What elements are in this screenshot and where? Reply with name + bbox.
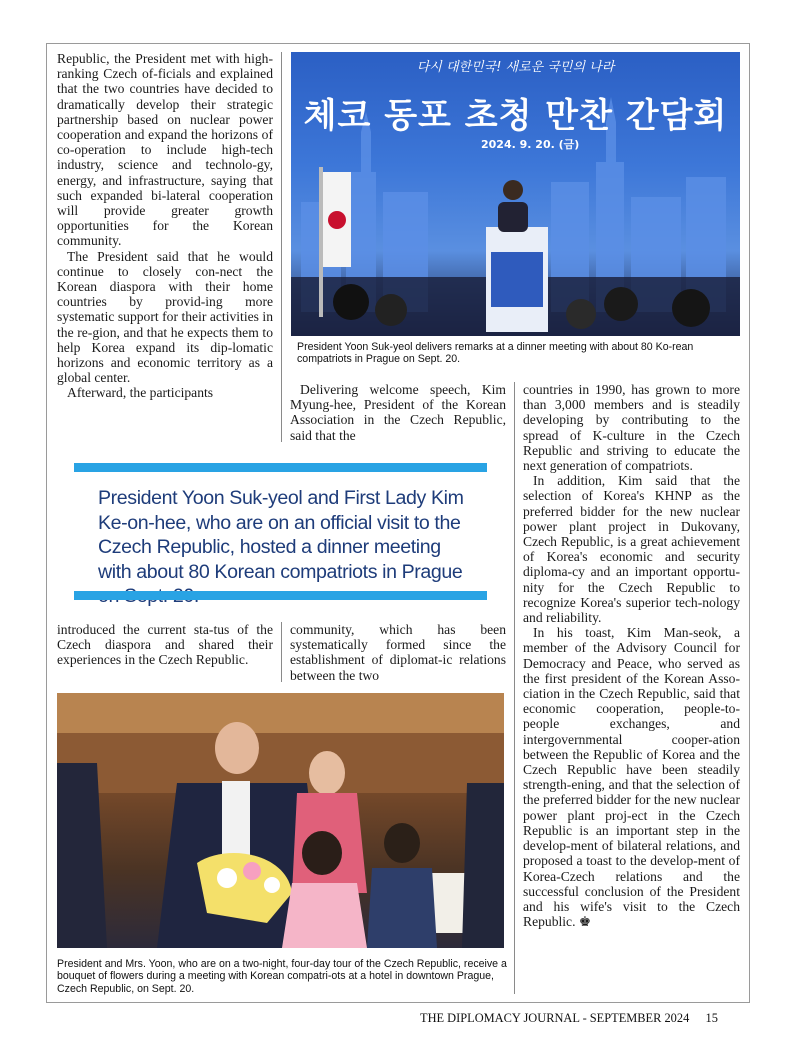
pull-quote: President Yoon Suk-yeol and First Lady Kim Ke-on-hee, who are on an official visit to the Czech Republic, hosted a dinner meeting with about 80 Korean compatriots in Prague (98, 487, 464, 583)
banner-date: 2024. 9. 20. (금) (481, 138, 580, 151)
middle-column-top: Delivering welcome speech, Kim Myung-hee, President of the Korean Association in the Czech Republic, said that the (290, 382, 506, 443)
column-rule (281, 52, 282, 442)
paragraph: countries in 1990, has grown to more than 3,000 members and is steadily developing by contributing to the spread of K-culture in the Czech Republic and striving to educate the next generation of compatriots. (523, 382, 740, 474)
footer (420, 1011, 718, 1026)
paragraph: The President said that he would continue to closely con-nect the Korean diaspora with their home countries by provid-ing more systematic support for their activities in the re-gion, and that he expects them to help Korea expand its dip-lomatic horizons and economic territory as a global center. (57, 248, 273, 386)
speech-photo (291, 52, 740, 336)
pull-quote-bar-bottom (74, 591, 487, 600)
column-rule (281, 622, 282, 682)
right-column (523, 382, 740, 929)
paragraph: Afterward, the participants (67, 385, 214, 401)
banner-slogan: 다시 대한민국! 새로운 국민의 나라 (416, 60, 615, 75)
paragraph: In his toast, Kim Man-seok, a member of the Advisory Council for Democracy and Peace, who served as the first president of the Korean Asso-ciation in the Czech Republic, said that economic cooperation, people-to-people exchanges, and intergovernmental cooper-ation between the Republic of Korea and the Czech Republic have been steadily strength-ening, and that the selection of the preferred bidder for the new nuclear power plant proj-ect in the Czech Republic is an important step in the develop-ment of bilateral relations, and proposed a toast to the develop-ment of Korea-Czech relations and the successful conclusion of the President and his wife's visit to the Czech Republic. ♚ (523, 625, 740, 930)
left-column (57, 51, 273, 401)
photo-scene (57, 693, 504, 948)
left-column-continuation: introduced the current sta-tus of the Czech diaspora and shared their experiences in the Czech Republic. (57, 622, 273, 668)
banner-title: 체코 동포 초청 만찬 간담회 (303, 96, 728, 136)
column-rule (514, 382, 515, 994)
middle-column-bottom: community, which has been systematically formed since the establishment of diplomat-ic relations between the two (290, 622, 506, 683)
end-mark-icon: ♚ (578, 914, 592, 930)
pull-quote-bar-top (74, 463, 487, 472)
paragraph: Republic, the President met with high-ranking Czech of-ficials and explained that the two countries have decided to dramatically develop their strategic partnership based on nuclear power cooperation and expand the horizons of co-operation to include high-tech industry, science and technolo-gy, energy, and infrastructure, saying that such expanded bi-lateral cooperation will provide greater growth opportunities for the Korean community. (57, 51, 273, 249)
photo2-caption: President and Mrs. Yoon, who are on a two-night, four-day tour of the Czech Republic, receive a bouquet of flowers during a meeting with Korean compatri-ots at a hotel in downtown Prague, Czech Republic, on Sept. 20. (57, 958, 507, 995)
publication-name: THE DIPLOMACY JOURNAL - SEPTEMBER 2024 (420, 1011, 690, 1025)
bouquet-photo (57, 693, 504, 948)
photo1-caption: President Yoon Suk-yeol delivers remarks at a dinner meeting with about 80 Ko-rean compatriots in Prague on Sept. 20. (297, 341, 694, 366)
page-number: 15 (705, 1011, 718, 1025)
paragraph: In addition, Kim said that the selection of Korea's KHNP as the preferred bidder for the new nuclear power plant project in Dukovany, Czech Republic, is a great achievement of Korea's economic and security diploma-cy and an important opportu-nity for the Czech Republic to recognize Korea's superior tech-nology and reliability. (523, 473, 740, 626)
